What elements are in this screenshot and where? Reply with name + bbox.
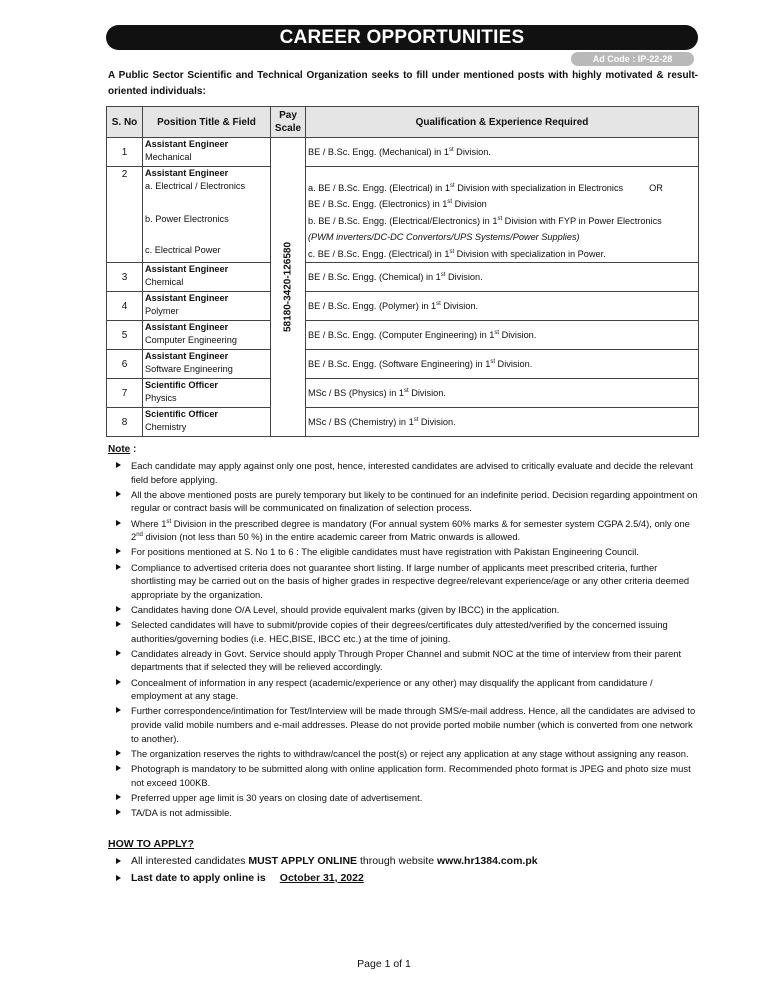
- table-row: [107, 167, 699, 263]
- position-field-c: c. Electrical Power: [145, 245, 221, 255]
- pay-scale-text: 58180-3420-126580: [282, 241, 294, 333]
- table-row: [107, 379, 699, 408]
- last-date-value: October 31, 2022: [279, 872, 364, 884]
- bullet-arrow-icon: [116, 650, 121, 656]
- bullet-arrow-icon: [116, 462, 121, 468]
- bullet-arrow-icon: [116, 564, 121, 570]
- position-title: Assistant Engineer: [145, 264, 229, 275]
- row-qualification: BE / B.Sc. Engg. (Software Engineering) in 1st Division.: [306, 350, 699, 379]
- position-title: Assistant Engineer: [145, 293, 229, 304]
- row-position: [143, 350, 271, 379]
- page-number: Page 1 of 1: [357, 958, 411, 970]
- list-item: For positions mentioned at S. No 1 to 6 : The eligible candidates must have registration with Pakistan Engineering Council.: [116, 545, 698, 559]
- qual-b2: (PWM inverters/DC-DC Convertors/UPS Systems/Power Supplies): [308, 232, 580, 243]
- positions-table: [106, 106, 699, 437]
- list-item: Photograph is mandatory to be submitted along with online application form. Recommended photo format is JPEG and photo size must not exceed 100KB.: [116, 762, 698, 789]
- bullet-arrow-icon: [116, 520, 121, 526]
- row-sno: 5: [107, 321, 143, 350]
- table-row: [107, 350, 699, 379]
- qual-b1: b. BE / B.Sc. Engg. (Electrical/Electronics) in 1st Division with FYP in Power Electronics: [308, 215, 662, 226]
- table-header-row: [107, 107, 699, 138]
- row-position: [143, 379, 271, 408]
- list-item: Candidates already in Govt. Service should apply Through Proper Channel and submit NOC at the time of interview from their parent departments that if selected they will be relieved accordingly.: [116, 647, 698, 674]
- header-position: Position Title & Field: [143, 107, 271, 138]
- row-sno: 4: [107, 292, 143, 321]
- row-sno: 3: [107, 263, 143, 292]
- row-position: [143, 167, 271, 263]
- position-field: Computer Engineering: [145, 335, 237, 346]
- header-qualification: Qualification & Experience Required: [306, 107, 699, 138]
- header-pay-line1: Pay: [279, 110, 297, 121]
- bullet-arrow-icon: [116, 794, 121, 800]
- position-field: Chemical: [145, 277, 184, 288]
- bullet-arrow-icon: [116, 707, 121, 713]
- list-item: Concealment of information in any respect (academic/experience or any other) may disqualify the applicant from candidature / employment at any stage.: [116, 676, 698, 703]
- row-sno: 2: [107, 167, 143, 263]
- table-row: [107, 138, 699, 167]
- bullet-arrow-icon: [116, 875, 121, 881]
- intro-paragraph: A Public Sector Scientific and Technical Organization seeks to fill under mentioned posts with highly motivated & result-oriented individuals:: [108, 70, 698, 97]
- row-qualification: [306, 167, 699, 263]
- position-title: Assistant Engineer: [145, 351, 229, 362]
- position-field: Software Engineering: [145, 364, 233, 375]
- last-date-label: Last date to apply online is: [131, 872, 266, 884]
- bullet-arrow-icon: [116, 621, 121, 627]
- row-sno: 6: [107, 350, 143, 379]
- row-position: [143, 292, 271, 321]
- header-sno: S. No: [107, 107, 143, 138]
- list-item: Preferred upper age limit is 30 years on closing date of advertisement.: [116, 791, 698, 805]
- qual-a1: a. BE / B.Sc. Engg. (Electrical) in 1st Division with specialization in Electronics OR: [308, 182, 663, 193]
- list-item: Further correspondence/intimation for Test/Interview will be made through SMS/e-mail address. Hence, all the candidates are advised to provide valid mobile numbers and e-mail addresses. Please do not provide ported mobile number (which is converted from one network to another).: [116, 704, 698, 745]
- position-title: Scientific Officer: [145, 380, 219, 391]
- website-link[interactable]: www.hr1384.com.pk: [437, 855, 538, 867]
- bullet-arrow-icon: [116, 809, 121, 815]
- bullet-arrow-icon: [116, 679, 121, 685]
- ad-code-badge: Ad Code : IP-22-28: [571, 52, 694, 66]
- table-row: [107, 292, 699, 321]
- header-pay-scale: [271, 107, 306, 138]
- row-sno: 7: [107, 379, 143, 408]
- row-position: [143, 138, 271, 167]
- row-qualification: MSc / BS (Chemistry) in 1st Division.: [306, 408, 699, 437]
- bullet-arrow-icon: [116, 765, 121, 771]
- row-position: [143, 321, 271, 350]
- list-item: Selected candidates will have to submit/provide copies of their degrees/certificates duly attested/verified by the concerned issuing authorities/governing bodies (i.e. HEC,BISE, IBCC etc.) at the time of joining.: [116, 618, 698, 645]
- table-row: [107, 321, 699, 350]
- bullet-arrow-icon: [116, 606, 121, 612]
- page-title: CAREER OPPORTUNITIES: [106, 25, 698, 50]
- position-title: Assistant Engineer: [145, 139, 229, 149]
- apply-online-emphasis: MUST APPLY ONLINE: [248, 855, 358, 867]
- list-item: All interested candidates MUST APPLY ONLINE through website www.hr1384.com.pk: [116, 853, 698, 870]
- row-sno: 8: [107, 408, 143, 437]
- list-item: Each candidate may apply against only one post, hence, interested candidates are advised to critically evaluate and decide the relevant field before applying.: [116, 459, 698, 486]
- list-item: [116, 870, 698, 887]
- list-item: Candidates having done O/A Level, should provide equivalent marks (given by IBCC) in the application.: [116, 603, 698, 617]
- row-sno: 1: [107, 138, 143, 167]
- notes-list: [116, 459, 698, 821]
- row-qualification: BE / B.Sc. Engg. (Computer Engineering) in 1st Division.: [306, 321, 699, 350]
- row-qualification: MSc / BS (Physics) in 1st Division.: [306, 379, 699, 408]
- bullet-arrow-icon: [116, 548, 121, 554]
- bullet-arrow-icon: [116, 491, 121, 497]
- bullet-arrow-icon: [116, 750, 121, 756]
- table-row: [107, 408, 699, 437]
- position-field-a: a. Electrical / Electronics: [145, 181, 246, 191]
- position-field: Physics: [145, 393, 177, 404]
- position-title: Scientific Officer: [145, 409, 219, 420]
- position-field-b: b. Power Electronics: [145, 214, 229, 224]
- list-item: All the above mentioned posts are purely temporary but likely to be continued for an indefinite period. Decision regarding appointment on regular or contract basis will be communicated on finalization of selection process.: [116, 488, 698, 515]
- pay-scale-cell: [271, 138, 306, 437]
- list-item: Where 1st Division in the prescribed degree is mandatory (For annual system 60% marks & for semester system CGPA 2.5/4), only one 2nd division (not less than 50 %) in the entire academic career from Matric onwards is allowed.: [116, 517, 698, 544]
- list-item: The organization reserves the rights to withdraw/cancel the post(s) or reject any application at any stage without assigning any reason.: [116, 747, 698, 761]
- row-qualification: BE / B.Sc. Engg. (Mechanical) in 1st Division.: [306, 138, 699, 167]
- qual-a2: BE / B.Sc. Engg. (Electronics) in 1st Division: [308, 199, 487, 210]
- position-title: Assistant Engineer: [145, 168, 229, 178]
- list-item: Compliance to advertised criteria does not guarantee short listing. If large number of applicants meet prescribed criteria, further shortlisting may be carried out on the basis of higher grades in respective degree/relevant experience/age or any other criteria deemed appropriate by the organization.: [116, 561, 698, 602]
- list-item: TA/DA is not admissible.: [116, 806, 698, 820]
- position-title: Assistant Engineer: [145, 322, 229, 333]
- how-to-apply-heading: HOW TO APPLY?: [108, 838, 194, 850]
- note-heading: Note :: [108, 444, 137, 455]
- apply-list: [116, 853, 698, 887]
- bullet-arrow-icon: [116, 858, 121, 864]
- position-field: Polymer: [145, 306, 179, 317]
- row-position: [143, 408, 271, 437]
- row-qualification: BE / B.Sc. Engg. (Polymer) in 1st Division.: [306, 292, 699, 321]
- row-qualification: BE / B.Sc. Engg. (Chemical) in 1st Division.: [306, 263, 699, 292]
- position-field: Chemistry: [145, 422, 187, 433]
- qual-c: c. BE / B.Sc. Engg. (Electrical) in 1st Division with specialization in Power.: [308, 248, 606, 259]
- row-position: [143, 263, 271, 292]
- table-row: [107, 263, 699, 292]
- position-field: Mechanical: [145, 152, 192, 162]
- header-pay-line2: Scale: [274, 123, 302, 134]
